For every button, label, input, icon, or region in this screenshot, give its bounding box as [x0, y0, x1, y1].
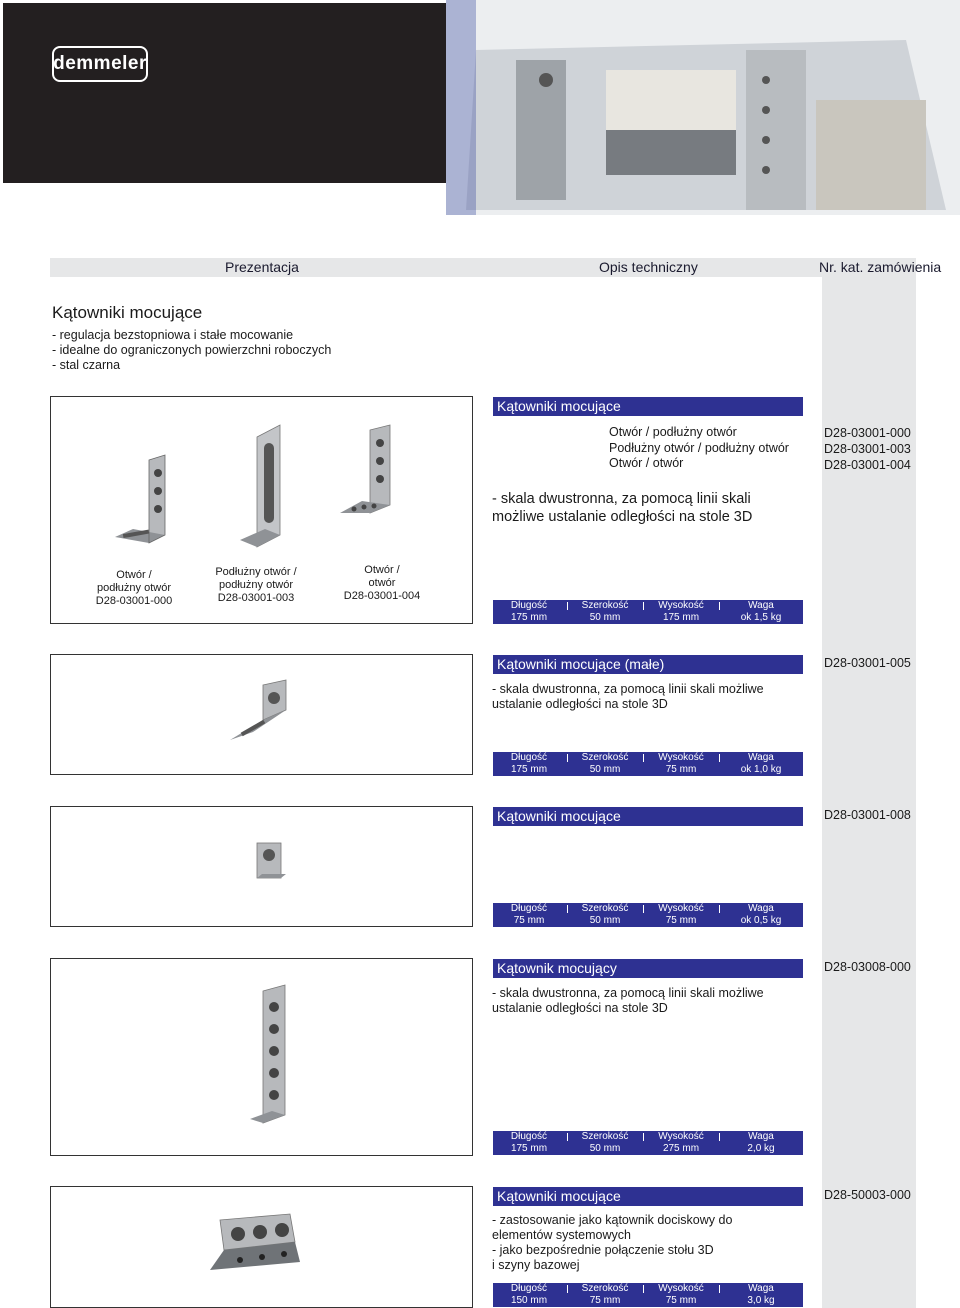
order-codes — [824, 425, 911, 473]
spec-header: Długość — [510, 903, 548, 914]
desc-line: ustalanie odległości na stole 3D — [492, 697, 668, 711]
spec-header: Wysokość — [658, 600, 704, 611]
section-description — [492, 986, 764, 1016]
spec-value: ok 1,0 kg — [740, 764, 782, 775]
spec-header: Szerokość — [581, 600, 629, 611]
spec-header-row — [493, 903, 803, 915]
small-angle-bracket — [228, 680, 293, 750]
column-header-bar — [50, 258, 916, 277]
spec-header: Waga — [748, 752, 774, 763]
section-description — [492, 1213, 732, 1273]
order-code: D28-03008-000 — [824, 960, 911, 974]
desc-line: ustalanie odległości na stole 3D — [492, 1001, 668, 1015]
spec-value: 75 mm — [589, 1295, 621, 1306]
mini-angle-bracket — [252, 838, 292, 888]
spec-header: Szerokość — [581, 752, 629, 763]
spec-value: ok 0,5 kg — [740, 915, 782, 926]
desc-line: - skala dwustronna, za pomocą linii skali możliwe — [492, 986, 764, 1000]
spec-value: 3,0 kg — [747, 1295, 775, 1306]
section-title: Kątowniki mocujące — [493, 807, 803, 826]
caption-line: D28-03001-003 — [217, 592, 295, 604]
brand-logo: demmeler — [52, 46, 148, 82]
desc-line: - skala dwustronna, za pomocą linii skali — [492, 491, 751, 507]
desc-line: elementów systemowych — [492, 1228, 631, 1242]
section-description — [492, 490, 752, 526]
clamping-angle-bracket — [210, 1212, 305, 1282]
intro-bullet: - stal czarna — [52, 358, 121, 372]
spec-header: Szerokość — [581, 903, 629, 914]
variant-item: Otwór / podłużny otwór — [609, 425, 737, 439]
spec-header: Waga — [748, 600, 774, 611]
intro-bullet: - regulacja bezstopniowa i stałe mocowanie — [52, 328, 294, 342]
spec-header: Długość — [510, 600, 548, 611]
spec-value-row — [493, 764, 803, 776]
spec-value: ok 1,5 kg — [740, 612, 782, 623]
order-number-column — [822, 258, 916, 1308]
desc-line: - jako bezpośrednie połączenie stołu 3D — [492, 1243, 714, 1257]
section-title: Kątowniki mocujące (małe) — [493, 655, 803, 674]
image-caption — [206, 566, 306, 605]
spec-header: Wysokość — [658, 752, 704, 763]
section-title: Kątowniki mocujące — [493, 397, 803, 416]
spec-value: 2,0 kg — [747, 1143, 775, 1154]
spec-header: Waga — [748, 1131, 774, 1142]
spec-value: 175 mm — [662, 612, 700, 623]
spec-value-row — [493, 612, 803, 624]
order-code: D28-03001-004 — [824, 458, 911, 472]
intro-bullet: - idealne do ograniczonych powierzchni roboczych — [52, 343, 332, 357]
spec-value: 50 mm — [589, 1143, 621, 1154]
spec-header-row — [493, 752, 803, 764]
caption-line: Otwór / — [116, 569, 152, 581]
order-code: D28-03001-003 — [824, 442, 911, 456]
desc-line: - zastosowanie jako kątownik dociskowy do — [492, 1213, 733, 1227]
spec-value-row — [493, 915, 803, 927]
order-code: D28-03001-000 — [824, 426, 911, 440]
desc-line: możliwe ustalanie odległości na stole 3D — [492, 509, 753, 525]
angle-bracket-slot-slot — [235, 425, 305, 555]
section-title: Kątowniki mocujące — [493, 1187, 803, 1206]
spec-header: Długość — [510, 752, 548, 763]
spec-value: 50 mm — [589, 764, 621, 775]
caption-line: Otwór / — [364, 564, 400, 576]
variant-item: Otwór / otwór — [609, 456, 684, 470]
variant-item: Podłużny otwór / podłużny otwór — [609, 440, 789, 455]
section-title: Kątownik mocujący — [493, 959, 803, 978]
spec-header: Długość — [510, 1283, 548, 1294]
spec-header: Wysokość — [658, 903, 704, 914]
image-caption — [332, 564, 432, 603]
workshop-photo-illustration — [446, 0, 960, 215]
order-code: D28-50003-000 — [824, 1188, 911, 1202]
desc-line: i szyny bazowej — [492, 1258, 580, 1272]
spec-value: 150 mm — [510, 1295, 548, 1306]
caption-line: D28-03001-004 — [343, 590, 421, 602]
spec-value-row — [493, 1295, 803, 1307]
spec-value-row — [493, 1143, 803, 1155]
order-code: D28-03001-008 — [824, 808, 911, 822]
nav-order-number: Nr. kat. zamówienia — [819, 259, 942, 275]
angle-bracket-hole-hole — [340, 425, 410, 535]
spec-value: 175 mm — [510, 612, 548, 623]
spec-header: Szerokość — [581, 1283, 629, 1294]
caption-line: Podłużny otwór / — [215, 566, 297, 578]
image-caption — [84, 569, 184, 608]
spec-value: 50 mm — [589, 612, 621, 623]
angle-bracket-hole-slot — [115, 455, 185, 555]
caption-line: podłużny otwór — [219, 579, 293, 591]
spec-header: Waga — [748, 903, 774, 914]
spec-header: Waga — [748, 1283, 774, 1294]
spec-value: 75 mm — [665, 915, 697, 926]
spec-header-row — [493, 1283, 803, 1295]
spec-header: Wysokość — [658, 1283, 704, 1294]
page-title: Kątowniki mocujące — [52, 303, 203, 322]
header-photo — [446, 0, 960, 215]
caption-line: otwór — [368, 577, 396, 589]
header-banner — [3, 3, 446, 183]
tall-angle-bracket — [245, 985, 305, 1135]
spec-header-row — [493, 600, 803, 612]
spec-value: 75 mm — [665, 1295, 697, 1306]
spec-value: 175 mm — [510, 764, 548, 775]
nav-presentation: Prezentacja — [225, 259, 299, 275]
spec-header: Szerokość — [581, 1131, 629, 1142]
spec-header: Wysokość — [658, 1131, 704, 1142]
spec-value: 175 mm — [510, 1143, 548, 1154]
spec-value: 75 mm — [665, 764, 697, 775]
spec-header: Długość — [510, 1131, 548, 1142]
desc-line: - skala dwustronna, za pomocą linii skali możliwe — [492, 682, 764, 696]
spec-header-row — [493, 1131, 803, 1143]
variant-list — [609, 425, 789, 472]
nav-technical-description: Opis techniczny — [599, 259, 698, 275]
spec-value: 75 mm — [513, 915, 545, 926]
caption-line: D28-03001-000 — [95, 595, 173, 607]
order-code: D28-03001-005 — [824, 656, 911, 670]
spec-value: 275 mm — [662, 1143, 700, 1154]
caption-line: podłużny otwór — [97, 582, 171, 594]
section-description — [492, 682, 764, 712]
spec-value: 50 mm — [589, 915, 621, 926]
